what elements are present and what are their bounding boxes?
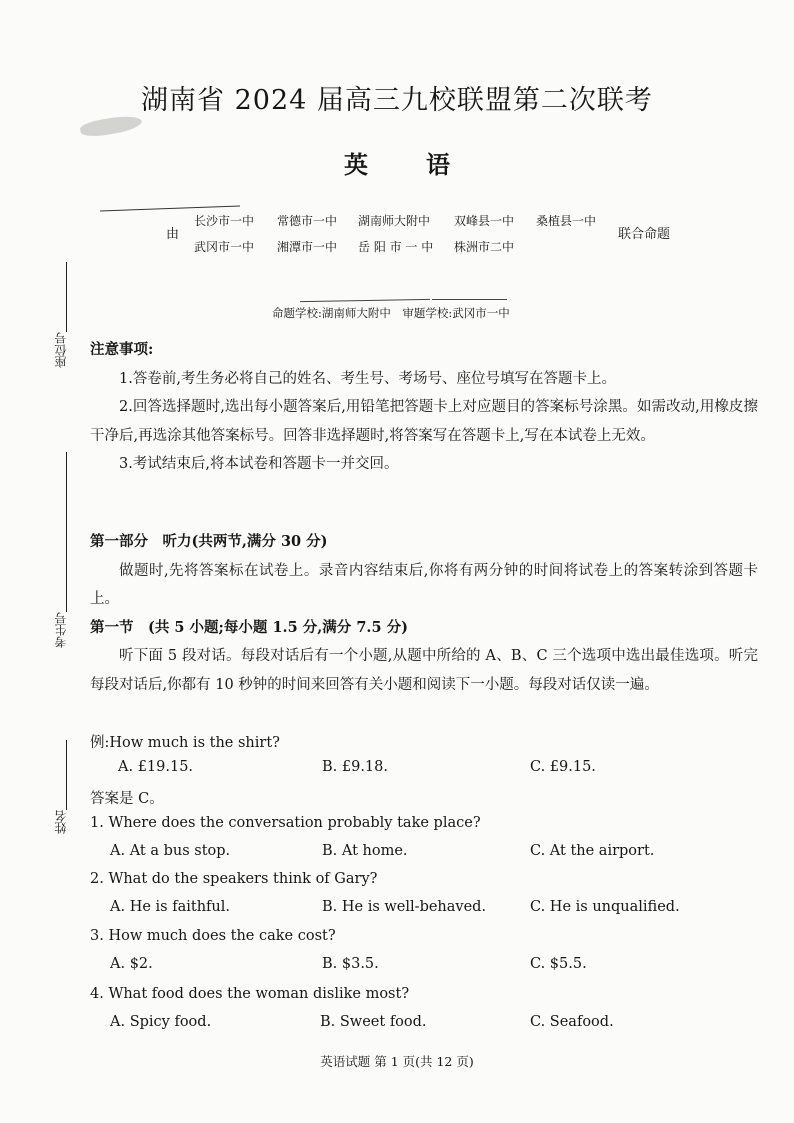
notice-heading: 注意事项: xyxy=(90,341,154,358)
option: C. $5.5. xyxy=(530,956,587,972)
name-label: 姓名 xyxy=(54,810,68,834)
page-footer: 英语试题 第 1 页(共 12 页) xyxy=(320,1054,474,1069)
divider-line xyxy=(100,206,240,212)
notice-item: 2.回答选择题时,选出每小题答案后,用铅笔把答题卡上对应题目的答案标号涂黑。如需改动,用橡皮擦干净后,再选涂其他答案标号。回答非选择题时,将答案写在答题卡上,写在本试卷上无效。 xyxy=(90,399,758,444)
exam-id-line xyxy=(66,452,67,612)
exam-title: 湖南省 2024 届高三九校联盟第二次联考 xyxy=(141,85,653,116)
divider-line xyxy=(300,299,430,302)
school-name: 长沙市一中 xyxy=(194,214,255,228)
option: C. He is unqualified. xyxy=(530,899,680,915)
exam-id-label: 考生号 xyxy=(54,612,68,648)
example-question: 例:How much is the shirt? xyxy=(90,735,280,751)
setter-schools: 命题学校:湖南师大附中 审题学校:武冈市一中 xyxy=(272,306,510,320)
question: 3. How much does the cake cost? xyxy=(90,928,336,944)
option: B. Sweet food. xyxy=(320,1014,427,1030)
section1-intro: 听下面 5 段对话。每段对话后有一个小题,从题中所给的 A、B、C 三个选项中选出最佳选项。听完每段对话后,你都有 10 秒钟的时间来回答有关小题和阅读下一小题。每段对话仅读一遍。 xyxy=(90,648,758,693)
notice-block xyxy=(90,336,758,479)
name-line xyxy=(66,740,67,810)
school-name: 武冈市一中 xyxy=(194,240,255,254)
option: B. At home. xyxy=(322,843,408,859)
question: 2. What do the speakers think of Gary? xyxy=(90,871,378,887)
option: A. $2. xyxy=(110,956,153,972)
example-answer: 答案是 C。 xyxy=(90,791,164,807)
notice-item: 1.答卷前,考生务必将自己的姓名、考生号、考场号、座位号填写在答题卡上。 xyxy=(119,370,616,387)
option: B. He is well-behaved. xyxy=(322,899,487,915)
notice-item: 3.考试结束后,将本试卷和答题卡一并交回。 xyxy=(119,456,399,472)
example-option: C. £9.15. xyxy=(530,759,596,775)
option: C. Seafood. xyxy=(530,1014,614,1030)
option: A. He is faithful. xyxy=(110,899,230,915)
school-name: 常德市一中 xyxy=(277,214,338,228)
school-name: 株洲市二中 xyxy=(454,240,515,254)
option: A. Spicy food. xyxy=(110,1014,212,1030)
option: C. At the airport. xyxy=(530,843,655,859)
option: A. At a bus stop. xyxy=(110,843,231,859)
school-name: 桑植县一中 xyxy=(536,214,597,228)
part1-intro: 做题时,先将答案标在试卷上。录音内容结束后,你将有两分钟的时间将试卷上的答案转涂到答题卡上。 xyxy=(90,562,758,607)
seat-number-line xyxy=(66,262,67,332)
example-option: A. £19.15. xyxy=(118,759,194,775)
subject-title: 英语 xyxy=(344,150,508,179)
part1-heading: 第一部分 听力(共两节,满分 30 分) xyxy=(90,533,328,550)
part1-block xyxy=(90,528,758,699)
seat-number-label: 座位号 xyxy=(54,332,68,368)
school-name: 湖南师大附中 xyxy=(358,214,431,228)
section1-heading: 第一节 (共 5 小题;每小题 1.5 分,满分 7.5 分) xyxy=(90,618,408,636)
option: B. $3.5. xyxy=(322,956,379,972)
schools-prefix: 由 xyxy=(166,227,180,242)
school-name: 双峰县一中 xyxy=(454,214,515,228)
question: 1. Where does the conversation probably take place? xyxy=(90,815,481,831)
joint-setting-label: 联合命题 xyxy=(618,227,671,242)
school-name: 湘潭市一中 xyxy=(277,240,338,254)
question: 4. What food does the woman dislike most? xyxy=(90,986,410,1002)
example-option: B. £9.18. xyxy=(322,759,388,775)
school-name: 岳 阳 市 一 中 xyxy=(358,240,434,254)
divider-line xyxy=(432,299,507,300)
